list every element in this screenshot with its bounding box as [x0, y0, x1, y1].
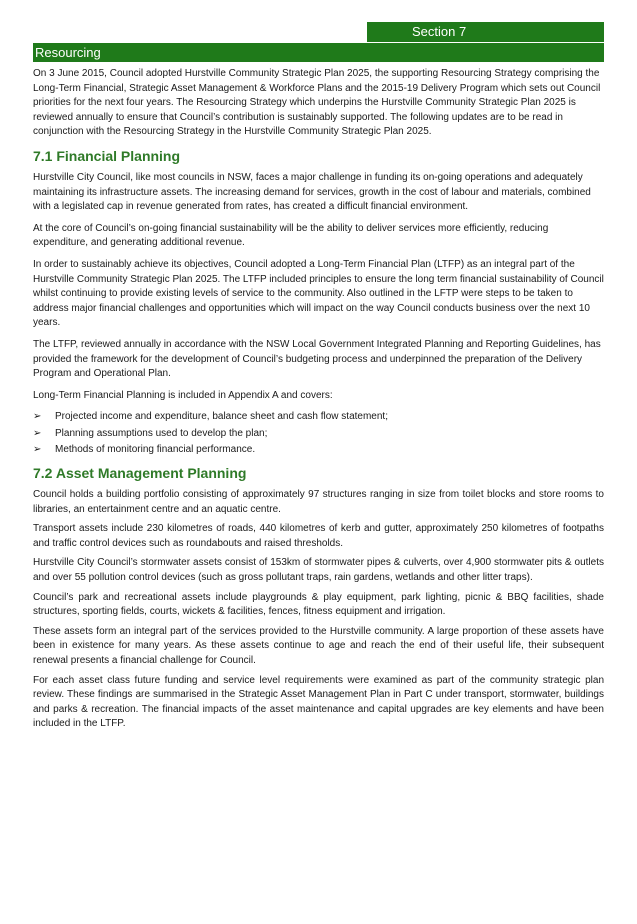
list-item: [33, 427, 604, 442]
chapter-title: Resourcing: [35, 45, 101, 60]
financial-paragraph: The LTFP, reviewed annually in accordance with the NSW Local Government Integrated Planning and Reporting Guidelines, has provided the framework for the development of Council’s budgeting process and underpinned the preparation of the Delivery Program and Operational Plan.: [33, 338, 601, 380]
arrowhead-bullet-icon: ➢: [33, 411, 42, 423]
list-item-text: Planning assumptions used to develop the plan;: [55, 427, 268, 439]
page-content: [33, 67, 604, 737]
section-label-tab: [367, 22, 604, 42]
financial-paragraph: Long-Term Financial Planning is included in Appendix A and covers:: [33, 389, 333, 401]
section-label: Section 7: [412, 24, 467, 39]
asset-paragraph: For each asset class future funding and service level requirements were examined as part of the community strategic plan review. These findings are summarised in the Strategic Asset Management Plan in Part C under transport, stormwater, buildings and parks & recreation. The financial impacts of the asset maintenance and capital upgrades are key elements and have been included in the LTFP.: [33, 674, 604, 730]
list-item: [33, 410, 604, 425]
chapter-title-bar: [33, 43, 604, 62]
financial-paragraph: At the core of Council’s on-going financial sustainability will be the ability to deliver services more efficiently, reducing expenditure, and generating additional revenue.: [33, 222, 549, 249]
financial-paragraph: Hurstville City Council, like most councils in NSW, faces a major challenge in funding its on-going operations and adequately maintaining its infrastructure assets. The increasing demand for services, growth in the cost of labour and materials, combined with a legislated cap in revenue generated from rates, has created a difficult financial environment.: [33, 171, 591, 213]
asset-paragraph: Council holds a building portfolio consisting of approximately 97 structures ranging in size from toilet blocks and store rooms to libraries, an entertainment centre and an aquatic centre.: [33, 489, 604, 515]
arrowhead-bullet-icon: ➢: [33, 427, 42, 439]
asset-paragraph: Council’s park and recreational assets include playgrounds & play equipment, park lighting, picnic & BBQ facilities, shade structures, sporting fields, courts, wickets & facilities, fences, fitness equipment and irrigation.: [33, 591, 604, 618]
list-item: [33, 443, 604, 458]
intro-paragraph: On 3 June 2015, Council adopted Hurstville Community Strategic Plan 2025, the supporting Resourcing Strategy comprising the Long-Term Financial, Strategic Asset Management & Workforce Plans and the 2015-19 Delivery Program which sets out Council priorities for the next four years. The Resourcing Strategy which underpins the Hurstville Community Strategic Plan 2025 is reviewed annually to ensure that Council’s contribution is sustainably supported. The following updates are to be read in conjunction with the Resourcing Strategy in the Hurstville Community Strategic Plan 2025.: [33, 68, 601, 138]
list-item-text: Projected income and expenditure, balance sheet and cash flow statement;: [55, 411, 388, 423]
financial-bullet-list: [33, 410, 604, 458]
arrowhead-bullet-icon: ➢: [33, 444, 42, 456]
list-item-text: Methods of monitoring financial performance.: [55, 444, 256, 456]
asset-paragraph: Transport assets include 230 kilometres of roads, 440 kilometres of kerb and gutter, approximately 250 kilometres of footpaths and traffic control devices such as roundabouts and raised thresholds.: [33, 523, 604, 549]
asset-management-heading: 7.2 Asset Management Planning: [33, 465, 247, 482]
asset-paragraph: Hurstville City Council’s stormwater assets consist of 153km of stormwater pipes & culverts, over 4,900 stormwater pits & outlets and over 55 pollution control devices (such as gross pollutant traps, rain gardens, wetlands and other litter traps).: [33, 557, 604, 584]
financial-paragraph: In order to sustainably achieve its objectives, Council adopted a Long-Term Financial Plan (LTFP) as an integral part of the Hurstville Community Strategic Plan 2025. The LTFP included principles to ensure the long term financial sustainability of Council whilst continuing to provide existing levels of service to the community. Also outlined in the LFTP were steps to be taken to address major financial challenges and opportunities which will impact on the way Council conducts business over the next 10 years.: [33, 258, 604, 329]
asset-paragraph: These assets form an integral part of the services provided to the Hurstville community. A large proportion of these assets have been in existence for many years. As these assets continue to age and reach the end of their useful life, their subsequent renewal presents a financial challenge for Council.: [33, 625, 604, 666]
financial-planning-heading: 7.1 Financial Planning: [33, 147, 181, 164]
